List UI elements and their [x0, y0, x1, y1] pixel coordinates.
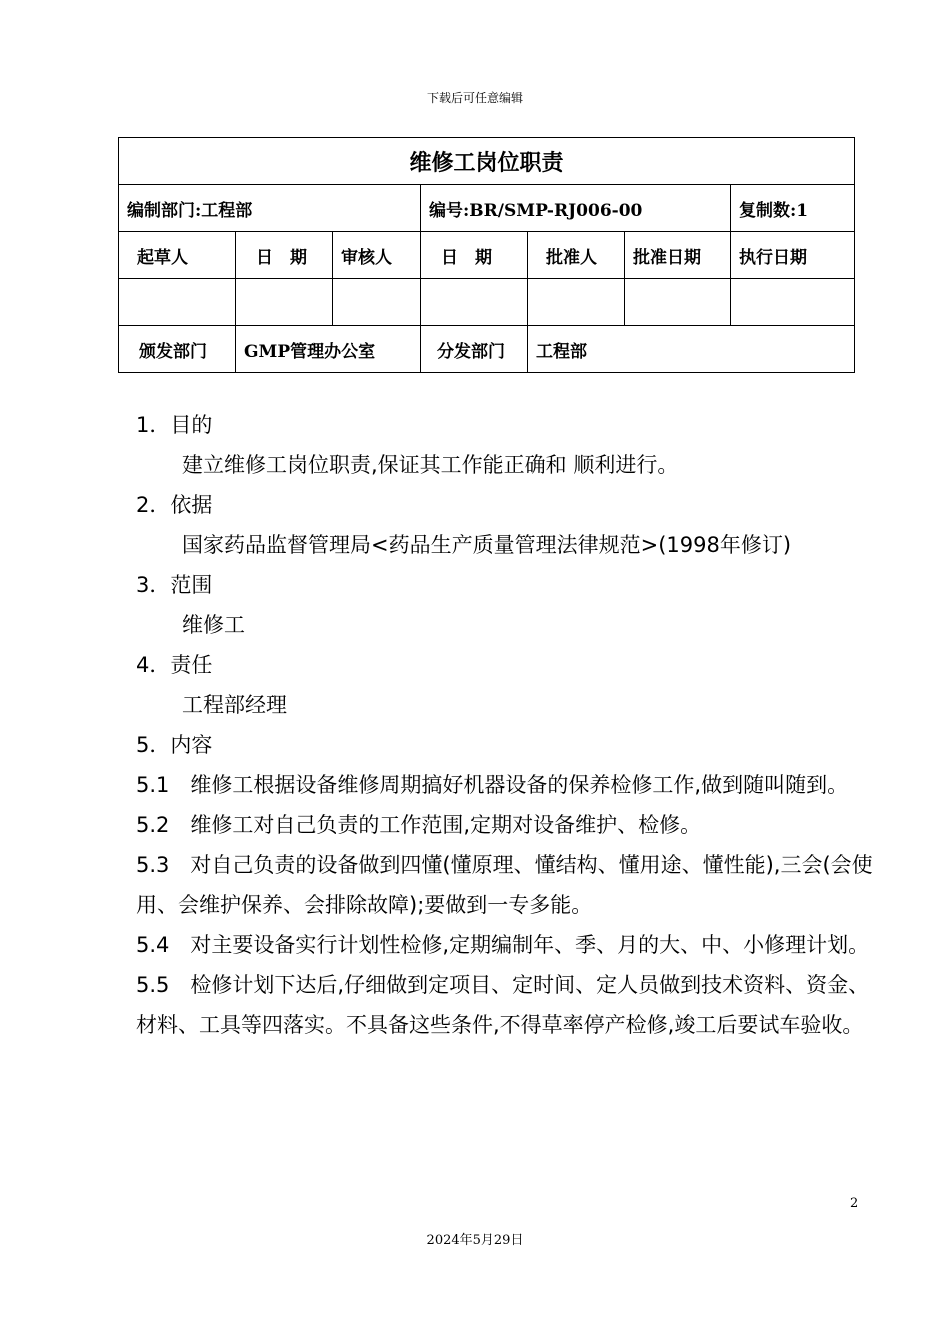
section-paragraph: 2．依据 — [136, 493, 213, 517]
section-paragraph: 5.2 维修工对自己负责的工作范围,定期对设备维护、检修。 — [136, 813, 702, 837]
sign-header-effective-date: 执行日期 — [731, 232, 855, 279]
copies-cell: 复制数:1 — [731, 185, 855, 232]
footer-date: 2024年5月29日 — [426, 1233, 524, 1248]
sign-blank-cell — [625, 279, 731, 326]
section-body-text: 建立维修工岗位职责,保证其工作能正确和 顺利进行。 — [182, 453, 679, 477]
sign-blank-cell — [333, 279, 421, 326]
document-title: 维修工岗位职责 — [119, 138, 855, 185]
sign-header-row — [119, 232, 855, 279]
section-paragraph: 1．目的 — [136, 413, 213, 437]
sign-blank-cell — [731, 279, 855, 326]
section-body-text: 国家药品监督管理局<药品生产质量管理法律规范>(1998年修订) — [182, 533, 792, 557]
section-paragraph: 5.5 检修计划下达后,仔细做到定项目、定时间、定人员做到技术资料、资金、材料、工具等四落实。不具备这些条件,不得草率停产检修,竣工后要试车验收。 — [136, 973, 870, 1037]
section-paragraph: 4．责任 — [136, 653, 213, 677]
section-paragraph: 5.4 对主要设备实行计划性检修,定期编制年、季、月的大、中、小修理计划。 — [136, 933, 870, 957]
header-note: 下载后可任意编辑 — [426, 91, 523, 105]
section-paragraph: 5.3 对自己负责的设备做到四懂(懂原理、懂结构、懂用途、懂性能),三会(会使用、会维护保养、会排除故障);要做到一专多能。 — [136, 853, 873, 917]
document-body — [136, 405, 876, 1045]
sign-blank-row — [119, 279, 855, 326]
sign-header-date: 日 期 — [421, 232, 528, 279]
sign-blank-cell — [528, 279, 625, 326]
code-cell: 编号:BR/SMP-RJ006-00 — [421, 185, 731, 232]
sign-header-approver: 批准人 — [528, 232, 625, 279]
sign-header-approve-date: 批准日期 — [625, 232, 731, 279]
section-paragraph: 5．内容 — [136, 733, 213, 757]
sign-blank-cell — [236, 279, 333, 326]
document-info-table — [118, 137, 855, 373]
sign-header-reviewer: 审核人 — [333, 232, 421, 279]
sign-header-date: 日 期 — [236, 232, 333, 279]
section-paragraph: 5.1 维修工根据设备维修周期搞好机器设备的保养检修工作,做到随叫随到。 — [136, 773, 849, 797]
dept-cell: 编制部门:工程部 — [119, 185, 421, 232]
sign-blank-cell — [119, 279, 236, 326]
distribute-dept-value: 工程部 — [528, 326, 855, 373]
section-paragraph: 3．范围 — [136, 573, 213, 597]
issue-dept-label: 颁发部门 — [119, 326, 236, 373]
section-body-text: 维修工 — [182, 613, 245, 637]
issue-dept-value: GMP管理办公室 — [236, 326, 421, 373]
sign-header-drafter: 起草人 — [119, 232, 236, 279]
page-number: 2 — [850, 1196, 859, 1211]
distribute-dept-label: 分发部门 — [421, 326, 528, 373]
sign-blank-cell — [421, 279, 528, 326]
section-body-text: 工程部经理 — [182, 693, 287, 717]
